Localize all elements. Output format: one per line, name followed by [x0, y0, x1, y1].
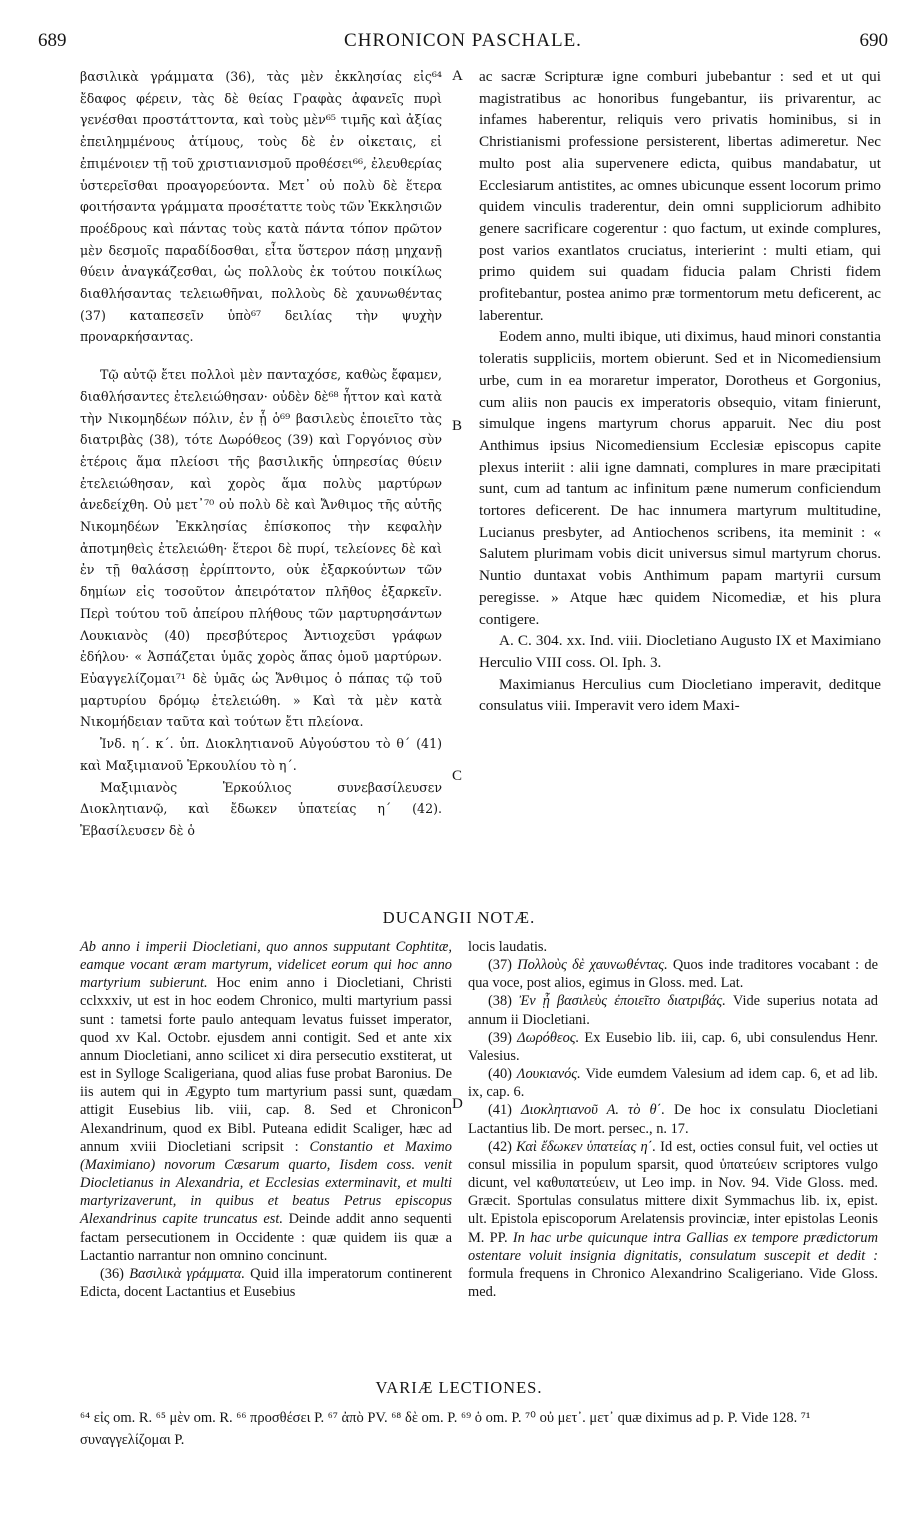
- note-lemma: Ἐν ᾗ βασιλεὺς ἐποιεῖτο διατριβάς.: [519, 993, 726, 1010]
- latin-paragraph: Maximianus Herculius cum Diocletiano imperavit, deditque consulatus viii. Imperavit vero idem Maxi-: [479, 675, 881, 715]
- note-text: Quid illa imperatorum continerent Edicta, docent Lactantius et Eusebius: [80, 1265, 452, 1300]
- greek-paragraph: Τῷ αὐτῷ ἔτει πολλοὶ μὲν πανταχόσε, καθὼς ἔφαμεν, διαθλήσαντες ἐτελειώθησαν· οὐδὲν δὲ⁶⁸ ἧττον καὶ κατὰ τὴν Νικομηδέων πόλιν, ἐν ᾗ ὁ⁶⁹ βασιλεὺς ἐποιεῖτο τὰς διατριβὰς (38), τότε Δωρόθεος (39) καὶ Γοργόνιος σὺν ἑτέροις ἅμα πλείοσι τῆς βασιλικῆς ὑπηρεσίας θύειν ἐτελειώθησαν, καὶ χορὸς ἅμα πολὺς μαρτύρων ἀνεδείχθη. Οὐ μετ᾽⁷⁰ οὐ πολὺ δὲ καὶ Ἄνθιμος τῆς αὐτῆς Νικομηδέων Ἐκκλησίας ἐπίσκοπος τὴν κεφαλὴν ἀποτμηθεὶς ἐτελειώθη· ἕτεροι δὲ πυρί, τελείονες δὲ καὶ ἐν τῇ θαλάσσῃ ἐρρίπτοντο, οὐκ ἐξαρκούντων τῶν δημίων εἰς τοσοῦτον ἀπειρότατον πλῆθος ἐξαρκεῖν. Περὶ τούτου τοῦ ἀπείρου πλήθους τῶν μαρτυρησάντων Λουκιανὸς (40) πρεσβύτερος Ἀντιοχεῦσι γράφων ἐδήλου· « Ἀσπάζεται ὑμᾶς χορὸς ἅπας ὁμοῦ μαρτύρων. Εὐαγγελίζομαι⁷¹ δὲ ὑμᾶς ὡς Ἄνθιμος ὁ πάπας τῷ τοῦ μαρτυρίου δρόμῳ ἐτελειώθη. » Καὶ τὰ μὲν κατὰ Νικομήδειαν ταῦτα καὶ τούτων ἔτι πλείονα.: [80, 367, 442, 730]
- note-paragraph: [468, 992, 878, 1028]
- note-number: (38): [488, 993, 520, 1010]
- latin-paragraph: A. C. 304. xx. Ind. viii. Diocletiano Augusto IX et Maximiano Herculio VIII coss. Ol. Iph. 3.: [479, 632, 881, 671]
- note-text: formula frequens in Chronico Alexandrino Scaligeriano. Vide Gloss. med.: [468, 1265, 878, 1300]
- note-quote: In hac urbe quicunque intra Gallias ex tempore prædictorum ostentare voluit insignia dignitatis, consulatum suscepit et dedit :: [468, 1229, 878, 1264]
- page-number-left: 689: [38, 30, 67, 51]
- note-paragraph: [468, 1029, 878, 1065]
- note-text: Id est, octies consul fuit, vel octies ut consul missilia in populum sparsit, quod ὑπατεύειν scriptores vulgo dicunt, vel καθυπατεύειν, ut Leo imp. in Nov. 94. Vide Gloss. med. Græcit. Sportulas consulatus mittere dixit Symmachus lib. ix, epist. ult. Epistola episcoporum Arelatensis provinciæ, inter epistolas Leonis M. PP.: [468, 1138, 878, 1246]
- note-paragraph: [468, 1101, 878, 1137]
- margin-marker-a: A: [452, 68, 463, 84]
- note-lemma: Καὶ ἔδωκεν ὑπατείας η΄.: [516, 1138, 656, 1155]
- margin-marker-c: C: [452, 768, 463, 784]
- note-paragraph: [80, 1265, 452, 1301]
- latin-paragraph: ac sacræ Scripturæ igne comburi jubebantur : sed et ut qui magistratibus ac honoribus fungebantur, iis privarentur, ac infames haberentur, reliquis vero privatis hominibus, si in Christianismi professione persisterent, libertas adimeretur. Nec multo post alia supervenere edicta, quibus mandabatur, ut Ecclesiarum antistites, ac omnes ubicunque essent locorum primo quidem vinculis traderentur, dein omni suppliciorum adhibito genere sacrificare cogerentur : quo factum, ut exinde complures, post varios exantlatos cruciatus, interierint : multi etiam, qui primo quidem sui quadam fiducia palam Christi fidem profitebantur, postea animo præ tormentorum metu deficerent, ac laberentur.: [479, 68, 881, 324]
- note-lemma: Πολλοὺς δὲ χαυνωθέντας.: [517, 957, 668, 974]
- note-lemma: Διοκλητιανοῦ Α. τὸ θ΄.: [521, 1102, 665, 1119]
- variae-title: VARIÆ LECTIONES.: [375, 1378, 543, 1397]
- notes-right-column: [468, 938, 878, 1301]
- note-number: (41): [488, 1102, 522, 1119]
- page-number-right: 690: [859, 30, 888, 51]
- latin-column: [479, 66, 881, 717]
- note-text: Quos inde traditores vocabant : de qua voce, post alios, egimus in Gloss. med. Lat.: [468, 957, 878, 992]
- notes-title: DUCANGII NOTÆ.: [382, 908, 536, 927]
- note-lemma: Βασιλικὰ γράμματα.: [129, 1265, 245, 1282]
- greek-paragraph: Μαξιμιανὸς Ἑρκούλιος συνεβασίλευσεν Διοκλητιανῷ, καὶ ἔδωκεν ὑπατείας η΄ (42). Ἐβασίλευσεν δὲ ὁ: [80, 779, 442, 838]
- note-lemma: Δωρόθεος.: [517, 1029, 580, 1046]
- note-text: De hoc ix consulatu Diocletiani Lactantius lib. De mort. persec., n. 17.: [468, 1102, 878, 1137]
- note-number: (39): [488, 1029, 518, 1046]
- note-text: Hoc enim anno i Diocletiani, Christi cclxxxiv, ut est in hoc eodem Chronico, multi martyrium passi sunt : tametsi forte paulo antequam levatus fuisset imperator, quod xv Kal. Octobr. ejusdem anni contigit. Sed et ante xix annum Diocletiani, anno scilicet xi dira persecutio exstiterat, ut est in Sylloge Scaligeriana, quod alias fuse probat Baronius. De iis autem qui in Ægypto tum martyrium passi sunt, quædam attigit Eusebius lib. viii, cap. 8. Sed et Chronicon Alexandrinum, quod ex Bibl. Puteana edidit Scaliger, hæc ad annum xviii Diocletiani scripsit :: [80, 975, 452, 1155]
- note-number: (42): [488, 1138, 517, 1155]
- greek-column: [80, 66, 442, 842]
- note-lemma: Λουκιανός.: [516, 1066, 581, 1083]
- variae-lectiones-text: ⁶⁴ εἰς om. R. ⁶⁵ μὲν om. R. ⁶⁶ προσθέσει P. ⁶⁷ ἀπὸ PV. ⁶⁸ δὲ om. P. ⁶⁹ ὁ om. P. ⁷⁰ οὐ μετ᾽. μετ᾽ quæ diximus ad p. P. Vide 128. ⁷¹ συναγγελίζομαι P.: [80, 1410, 811, 1448]
- note-number: (40): [488, 1066, 517, 1083]
- note-text: Ex Eusebio lib. iii, cap. 6, ubi consulendus Henr. Valesius.: [468, 1029, 878, 1064]
- greek-paragraph: Ἰνδ. η΄. κ΄. ὑπ. Διοκλητιανοῦ Αὐγούστου τὸ θ΄ (41) καὶ Μαξιμιανοῦ Ἑρκουλίου τὸ η΄.: [80, 736, 442, 773]
- note-number: (36): [100, 1265, 130, 1282]
- note-number: (37): [488, 957, 518, 974]
- margin-marker-d: D: [452, 1096, 463, 1112]
- notes-left-column: [80, 938, 452, 1301]
- margin-marker-b: B: [452, 418, 463, 434]
- note-paragraph: [468, 956, 878, 992]
- note-intro-italic: Ab anno i imperii Diocletiani, quo annos supputant Cophtitæ, eamque vocant æram martyrum, videlicet eorum qui hoc anno martyrium subierunt.: [80, 939, 452, 992]
- greek-paragraph: βασιλικὰ γράμματα (36), τὰς μὲν ἐκκλησίας εἰς⁶⁴ ἔδαφος φέρειν, τὰς δὲ θείας Γραφὰς ἀφανεῖς πυρὶ γενέσθαι προστάττοντα, καὶ τοὺς μὲν⁶⁵ τιμῆς καὶ ἀξίας ἐπειλημμένους ἀτίμους, τοὺς δὲ ἐν οἰκεταις, εἰ ἐπιμένοιεν τῇ τοῦ χριστιανισμοῦ προθέσει⁶⁶, ἐλευθερίας ὑστερεῖσθαι προαγορεύοντα. Μετ᾽ οὐ πολὺ δὲ ἕτερα φοιτήσαντα γράμματα προσέταττε τοὺς τῶν Ἐκκλησιῶν προέδρους καὶ πάντας τοὺς κατὰ πάντα τόπον πρῶτον μὲν δεσμοῖς παραδίδοσθαι, εἶτα ὕστερον πάσῃ μηχανῇ θύειν ἀναγκάζεσθαι, ὡς πολλοὺς ἐκ τούτου ποικίλως διαθλήσαντας τελειωθῆναι, πολλοὺς δὲ χαυνωθέντας (37) καταπεσεῖν ὑπὸ⁶⁷ δειλίας τὴν ψυχὴν προναρκήσαντας.: [80, 69, 442, 345]
- running-title: CHRONICON PASCHALE.: [344, 30, 582, 51]
- note-paragraph: [468, 1065, 878, 1101]
- note-text: Vide eumdem Valesium ad idem cap. 6, et ad lib. ix, cap. 6.: [468, 1066, 878, 1101]
- note-paragraph: [80, 938, 452, 1265]
- running-header: [38, 30, 888, 56]
- note-paragraph: locis laudatis.: [468, 939, 548, 955]
- latin-paragraph: Eodem anno, multi ibique, uti diximus, haud minori constantia toleratis suppliciis, mortem obierunt. Sed et in Nicomediensium urbe, cum in ea moraretur imperator, Dorotheus et Gorgonius, cum aliis non paucis ex imperatoris obsequio, vitam finierunt, simulque ingens martyrum chorus apparuit. Nec diu post Anthimus ipsius Nicomediensium Ecclesiæ episcopus capite plexus interiit : alii igne damnati, complures in mare præcipitati sunt, cum ad tantum ac infinitum pæne numerum conficiendum tortores deficerent. De hac innumera martyrum multitudine, Lucianus presbyter, ad Antiochenos scribens, ita meminit : « Salutem plurimam vobis dicit universus simul martyrum chorus. Nuntio duntaxat vobis Anthimum papam martyrii cursum peregisse. » Atque hæc quidem Nicomediæ, et his plura contigere.: [479, 328, 881, 628]
- note-text: Vide superius notata ad annum ii Diocletiani.: [468, 993, 878, 1028]
- note-quote: Constantio et Maximo (Maximiano) novorum Cæsarum quarto, Iisdem coss. venit Diocletianus in Alexandria, et Ecclesias exterminavit, et multi martyrizaverunt, in quibus et beatus Petrus episcopus Alexandrinus capite truncatus est.: [80, 1138, 452, 1228]
- note-text: Deinde addit anno sequenti factam persecutionem in Occidente : quæ quidem iis quæ a Lactantio narrantur non omnino concinunt.: [80, 1211, 452, 1264]
- note-paragraph: [468, 1138, 878, 1301]
